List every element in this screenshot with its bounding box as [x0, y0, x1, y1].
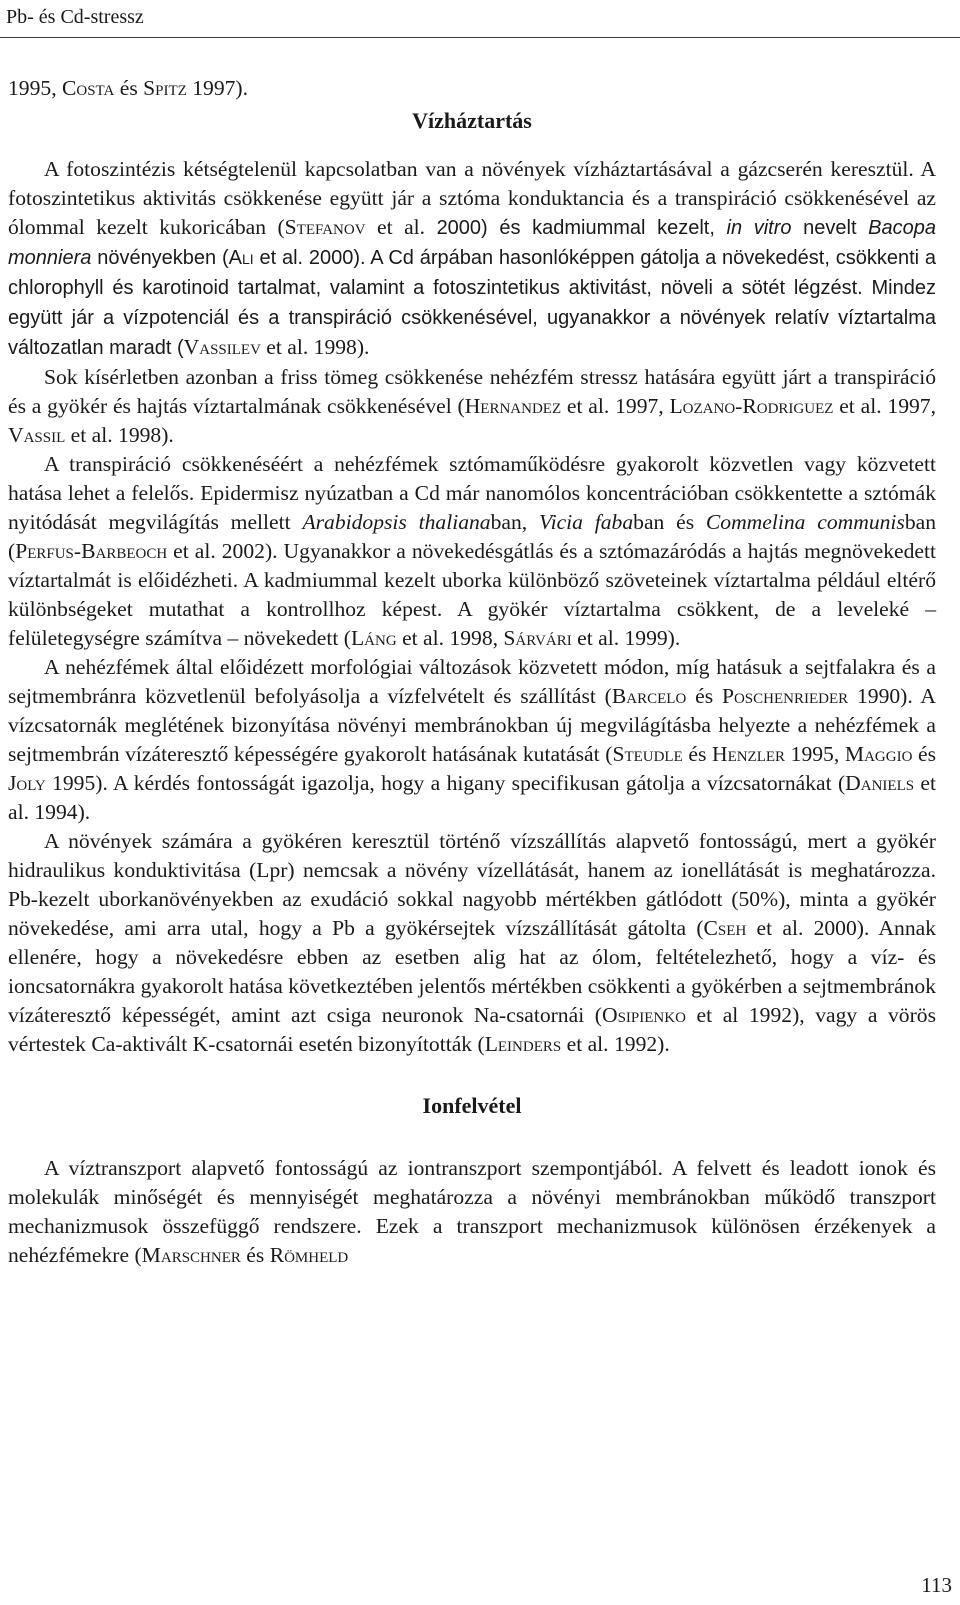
author-name: Perfus-Barbeoch: [15, 539, 168, 563]
text-run: A nehézfémek által előidézett morfológiai változások közvetett módon, míg hatásuk a sejtfalakra és a sejtmembránra közvetlenül befolyásolja a vízfelvételt és szállítást (: [8, 655, 936, 708]
text-run: A transpiráció csökkenéséért a nehézfémek sztómaműködésre gyakorolt közvetlen vagy közvetett hatása lehet a felelős. Epidermisz nyúzatban a Cd már nanomólos koncentrációban csökkentette a sztómák nyitódását megvilágítás mellett: [8, 452, 936, 534]
text-run: ban (: [8, 510, 937, 563]
author-name: Stefanov: [284, 215, 366, 239]
text-run: et al. 1997,: [833, 394, 936, 418]
text-run: és: [114, 76, 144, 100]
paragraph: [8, 1154, 936, 1270]
text-run: és: [686, 684, 722, 708]
species-name: Commelina communis: [705, 510, 905, 534]
text-run: A növények számára a gyökéren keresztül történő vízszállítás alapvető fontosságú, mert a gyökér hidraulikus konduktivitása (Lpr) nemcsak a növény vízellátását, hanem az ionellátását is meghatározza. Pb-kezelt uborkanövényekben az exudáció sokkal nagyobb mértékben gátlódott (50%), minta a gyökér növekedése, ami arra utal, hogy a Pb a gyökérsejtek vízszállítását gátolta (: [8, 829, 936, 940]
species-name: Vicia faba: [538, 510, 634, 534]
author-name: Leinders: [484, 1032, 562, 1056]
text-run: A víztranszport alapvető fontosságú az iontranszport szempontjából. A felvett és leadott ionok és molekulák minőségét és mennyiségét meghatározza a növényi membránokban működő transzport mechanizmusok összefüggő rendszere. Ezek a transzport mechanizmusok különösen érzékenyek a nehézfémekre (: [8, 1156, 936, 1267]
text-run: ban,: [490, 510, 539, 534]
author-name: Vassilev: [183, 335, 261, 359]
text-run: et al. 1994).: [8, 771, 937, 824]
text-run: et al. 2000). A Cd árpában hasonlóképpen gátolja a növekedést, csökkenti a chlorophyll és karotinoid tartalmat, valamint a fotoszintetikus aktivitást, növeli a sötét légzést. Mindez együtt jár a vízpotenciál és a transpiráció csökkenésével, ugyanakkor a növények relatív víztartalma változatlan maradt (: [8, 247, 936, 359]
author-name: Maggio: [844, 742, 913, 766]
text-run: A fotoszintézis kétségtelenül kapcsolatban van a növények vízháztartásával a gázcserén keresztül. A fotoszintetikus aktivitás csökkenése együtt jár a sztóma konduktancia és a transpiráció csökkenésével az ólommal kezelt kukoricában (: [8, 157, 936, 239]
author-name: Römheld: [269, 1243, 349, 1267]
author-name: Steudle: [612, 742, 683, 766]
text-run: et al. 1997,: [561, 394, 670, 418]
page-number: 113: [921, 1573, 952, 1597]
paragraph: [8, 827, 936, 1059]
text-run: 1997).: [186, 76, 249, 100]
article-body: [8, 74, 936, 1270]
text-run: és: [682, 742, 712, 766]
author-name: Costa: [61, 76, 115, 100]
author-name: Henzler: [711, 742, 786, 766]
author-name: Ali: [228, 247, 254, 269]
author-name: Joly: [8, 771, 46, 795]
author-name: Cseh: [703, 916, 747, 940]
section-title-ionfelvetel: Ionfelvétel: [422, 1093, 522, 1118]
author-name: Spitz: [143, 76, 187, 100]
text-run: et al. 1992).: [561, 1032, 670, 1056]
species-name: Arabidopsis thaliana: [302, 510, 491, 534]
paragraph-continued: [8, 74, 936, 103]
text-run: Sok kísérletben azonban a friss tömeg csökkenése nehézfém stressz hatására együtt járt a transpiráció és a gyökér és hajtás víztartalmának csökkenésével (: [8, 365, 936, 418]
section-title-vizhaztartas: Vízháztartás: [412, 108, 532, 133]
author-name: Osipienko: [601, 1003, 686, 1027]
running-head: Pb- és Cd-stressz: [6, 6, 144, 28]
text-run: és: [240, 1243, 270, 1267]
text-run: ban és: [633, 510, 706, 534]
author-name: Lozano-Rodriguez: [669, 394, 834, 418]
paragraph: [8, 155, 936, 363]
paragraph: [8, 653, 936, 827]
paragraph: [8, 450, 936, 653]
author-name: Barcelo: [611, 684, 687, 708]
header-rule: [0, 37, 960, 38]
italic-term: in vitro: [726, 217, 792, 239]
text-run: és: [912, 742, 937, 766]
author-name: Vassil: [8, 423, 66, 447]
text-run: et al. 1998).: [260, 335, 370, 359]
text-run: nevelt: [791, 217, 869, 239]
text-run: et al 1992), vagy a vörös vértestek Ca-aktivált K-csatornái esetén bizonyították (: [8, 1003, 936, 1056]
author-name: Daniels: [845, 771, 915, 795]
text-run: et al. 1998).: [65, 423, 174, 447]
text-run: 2000) és kadmiummal kezelt,: [436, 217, 727, 239]
text-run: 1995). A kérdés fontosságát igazolja, hogy a higany specifikusan gátolja a vízcsatornákat (: [45, 771, 846, 795]
text-run: et al. 2000). Annak ellenére, hogy a növekedésre ebben az esetben alig hat az ólom, feltételezhető, hogy a víz- és ioncsatornákra gyakorolt hatása következtében jelentős mértékben csökkenti a gyökérben a sejtmembránok vízáteresztő képességét, amint azt csiga neuronok Na-csatornái (: [8, 916, 936, 1027]
author-name: Poschenrieder: [721, 684, 849, 708]
author-name: Marschner: [141, 1243, 241, 1267]
text-run: et al. 1999).: [571, 626, 681, 650]
author-name: Hernandez: [464, 394, 562, 418]
text-run: növényekben (: [91, 247, 229, 269]
text-run: 1990). A vízcsatornák meglétének bizonyítása növényi membránokban új megvilágításba helyezte a nehézfémek a sejtmembrán vízáteresztő képességére gyakorolt hatásának kutatását (: [8, 684, 936, 766]
author-name: Láng: [350, 626, 397, 650]
paragraph: [8, 363, 936, 450]
text-run: 1995,: [8, 76, 62, 100]
author-name: Sárvári: [503, 626, 572, 650]
species-name: Bacopa monniera: [8, 217, 936, 269]
text-run: 1995,: [785, 742, 845, 766]
text-run: et al. 1998,: [396, 626, 504, 650]
text-run: et al.: [365, 215, 437, 239]
text-run: et al. 2002). Ugyanakkor a növekedésgátlás és a sztómazáródás a hajtás megnövekedett víztartalmát is előidézheti. A kadmiummal kezelt uborka különböző szöveteinek víztartalma például eltérő különbségeket mutathat a kontrollhoz képest. A gyökér víztartalma csökkent, de a leveleké – felületegységre számítva – növekedett (: [8, 539, 936, 650]
